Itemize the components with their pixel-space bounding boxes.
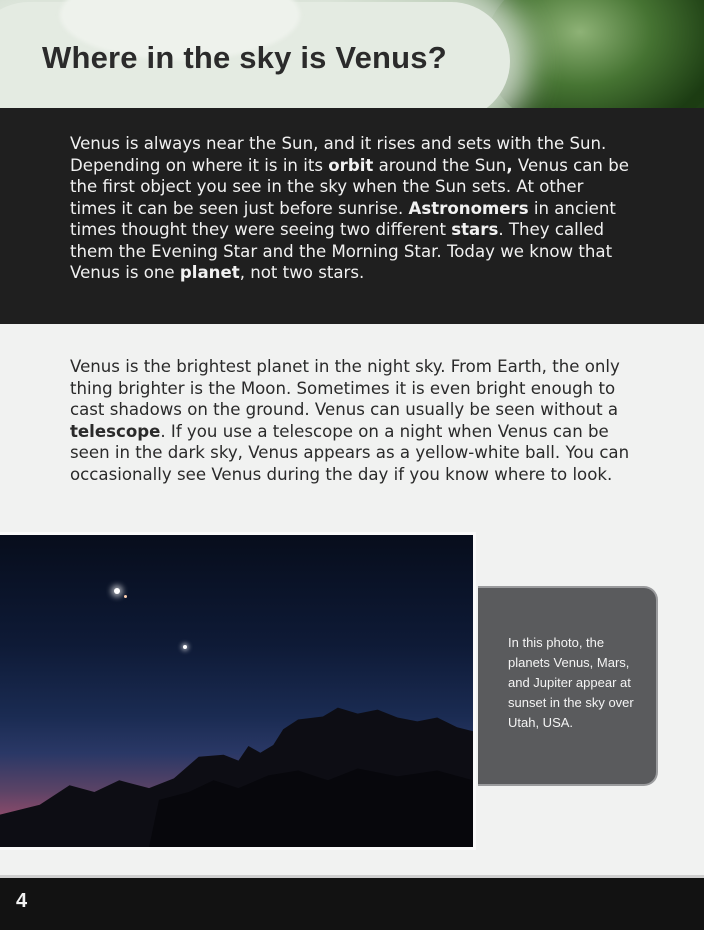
page-footer (0, 878, 704, 930)
page-number: 4 (16, 890, 28, 912)
photo-caption: In this photo, the planets Venus, Mars, and Jupiter appear at sunset in the sky over Utah, USA. (508, 635, 634, 730)
body-paragraph (70, 356, 630, 485)
sunset-photo (0, 532, 476, 850)
keyword: stars (451, 220, 499, 239)
intro-paragraph (70, 133, 630, 284)
text-run: , not two stars. (239, 263, 365, 282)
keyword: planet (179, 263, 240, 282)
photo-caption-box (478, 586, 658, 786)
text-run: . If you use a telescope on a night when Venus can be seen in the dark sky, Venus appears as a yellow-white ball. You can occasionally see Venus during the day if you know where to look. (70, 421, 630, 484)
rock-silhouette (0, 535, 473, 847)
banner-decoration (484, 0, 704, 108)
keyword: telescope (70, 421, 161, 441)
page-title: Where in the sky is Venus? (42, 40, 447, 75)
text-run: Venus is always near the Sun, and it rises and sets with the Sun. Depending on where it is in its (70, 134, 607, 175)
text-run: Venus is the brightest planet in the night sky. From Earth, the only thing brighter is the Moon. Sometimes it is even bright enough to cast shadows on the ground. Venus can usually be seen without a (70, 357, 620, 419)
text-run: in ancient times thought they were seeing two different (70, 198, 616, 239)
keyword: orbit (328, 155, 374, 175)
text-run: Venus can be the first object you see in the sky when the Sun sets. At other times it can be seen just before sunrise. (70, 155, 629, 218)
text-run: around the Sun (373, 155, 507, 175)
keyword: Astronomers (408, 198, 529, 218)
text-run: . They called them the Evening Star and the Morning Star. Today we know that Venus is one (70, 220, 613, 282)
keyword: , (506, 155, 513, 175)
